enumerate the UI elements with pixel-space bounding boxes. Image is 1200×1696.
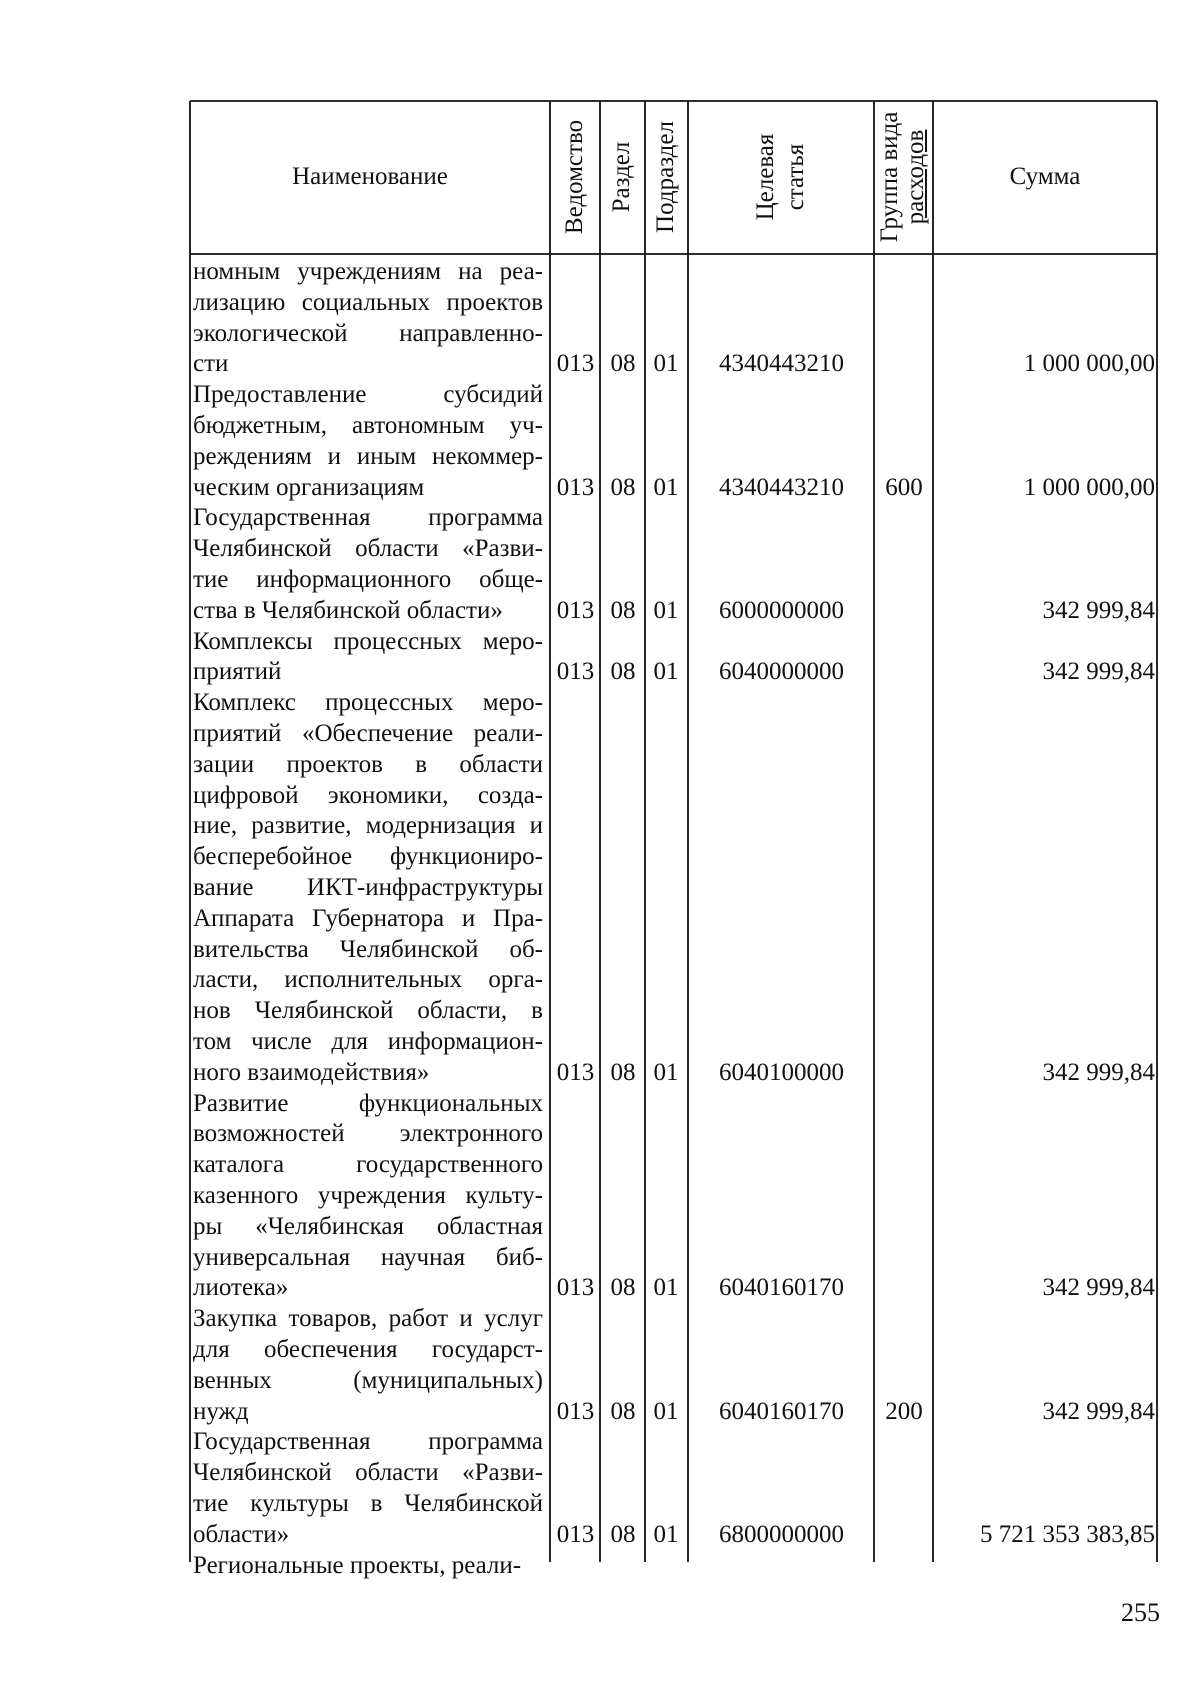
row-name-line: приятий «Обеспечение реали- — [193, 720, 543, 747]
cell-razdel: 08 — [610, 596, 636, 624]
cell-razdel: 08 — [610, 350, 636, 378]
row-name-line: вание ИКТ-инфраструктуры — [193, 874, 543, 901]
cell-vedomstvo: 013 — [556, 1397, 595, 1425]
row-name-line: Предоставление субсидий — [193, 381, 543, 409]
cell-summa: 342 999,84 — [1042, 1397, 1155, 1425]
cell-celevaya-statya: 6040100000 — [719, 1058, 844, 1086]
row-name-line: приятий — [193, 658, 282, 686]
cell-vedomstvo: 013 — [556, 350, 595, 378]
row-name-line: казенного учреждения культу- — [193, 1182, 543, 1209]
cell-summa: 342 999,84 — [1042, 596, 1155, 624]
cell-podrazdel: 01 — [653, 596, 679, 624]
header-gruppa-line1: Группа вида — [876, 111, 903, 243]
cell-razdel: 08 — [610, 1520, 636, 1548]
cell-podrazdel: 01 — [653, 1058, 679, 1086]
cell-podrazdel: 01 — [653, 1520, 679, 1548]
cell-celevaya-statya: 6000000000 — [719, 596, 844, 624]
row-name-line: зации проектов в области — [193, 750, 543, 778]
cell-razdel: 08 — [610, 473, 636, 501]
row-name-line: тие культуры в Челябинской — [193, 1490, 543, 1517]
row-name-line: ного взаимодействия» — [193, 1058, 430, 1086]
cell-podrazdel: 01 — [653, 1397, 679, 1425]
cell-summa: 342 999,84 — [1042, 1058, 1155, 1086]
cell-celevaya-statya: 4340443210 — [719, 473, 844, 501]
cell-razdel: 08 — [610, 658, 636, 686]
cell-podrazdel: 01 — [653, 350, 679, 378]
header-summa: Сумма — [1009, 163, 1081, 190]
row-name-line: вительства Челябинской об- — [193, 935, 543, 963]
cell-gruppa-vida-rashodov: 200 — [885, 1397, 923, 1425]
cell-summa: 1 000 000,00 — [1023, 473, 1155, 501]
row-name-line: Закупка товаров, работ и услуг — [193, 1305, 543, 1333]
row-name-line: Комплексы процессных меро- — [193, 627, 543, 655]
row-name-line: лизацию социальных проектов — [193, 288, 543, 316]
row-name-line: для обеспечения государст- — [193, 1336, 543, 1363]
row-name-line: сти — [193, 350, 229, 378]
row-name-line: Челябинской области «Разви- — [193, 535, 543, 563]
cell-razdel: 08 — [610, 1274, 636, 1302]
cell-celevaya-statya: 6040000000 — [719, 658, 844, 686]
header-vedomstvo: Ведомство — [561, 119, 588, 235]
row-name-line: Челябинской области «Разви- — [193, 1459, 543, 1487]
row-name-line: том числе для информацион- — [193, 1028, 543, 1055]
cell-summa: 342 999,84 — [1042, 1274, 1155, 1302]
header-gruppa-line2: расходов — [902, 129, 929, 225]
row-name-line: Аппарата Губернатора и Пра- — [193, 904, 543, 932]
row-name-line: ческим организациям — [193, 473, 425, 501]
row-name-line: нужд — [193, 1397, 249, 1425]
header-podrazdel: Подраздел — [652, 121, 679, 233]
row-name-line: номным учреждениям на реа- — [193, 258, 543, 285]
header-celevaya — [751, 134, 811, 221]
cell-vedomstvo: 013 — [556, 1274, 595, 1302]
row-name-line: ласти, исполнительных орга- — [193, 966, 543, 994]
row-name-line: реждениям и иным некоммер- — [193, 442, 543, 470]
cell-razdel: 08 — [610, 1058, 636, 1086]
cell-celevaya-statya: 6040160170 — [719, 1397, 844, 1425]
cell-summa: 1 000 000,00 — [1023, 350, 1155, 378]
header-celevaya-line2: статья — [782, 143, 809, 211]
page-number: 255 — [1121, 1598, 1160, 1627]
row-name-line: области» — [193, 1520, 290, 1548]
cell-celevaya-statya: 6040160170 — [719, 1274, 844, 1302]
header-name: Наименование — [292, 163, 448, 190]
cell-podrazdel: 01 — [653, 1274, 679, 1302]
row-name-line: Развитие функциональных — [193, 1089, 543, 1117]
row-name-line: венных (муниципальных) — [193, 1366, 543, 1394]
row-name-line: возможностей электронного — [193, 1120, 543, 1148]
cell-summa: 342 999,84 — [1042, 658, 1155, 686]
cell-gruppa-vida-rashodov: 600 — [885, 473, 923, 501]
row-name-line: Государственная программа — [193, 1428, 543, 1456]
cell-vedomstvo: 013 — [556, 1520, 595, 1548]
row-name-line: цифровой экономики, созда- — [193, 781, 543, 809]
row-name-line: нов Челябинской области, в — [193, 997, 543, 1025]
row-name-line: тие информационного обще- — [193, 566, 543, 593]
row-name-line: бесперебойное функциониро- — [193, 843, 543, 871]
row-name-line: ства в Челябинской области» — [193, 596, 503, 624]
cell-podrazdel: 01 — [653, 473, 679, 501]
row-name-line: Региональные проекты, реали- — [193, 1551, 522, 1579]
row-name-line: Комплекс процессных меро- — [193, 689, 543, 717]
cell-vedomstvo: 013 — [556, 1058, 595, 1086]
row-name-line: Государственная программа — [193, 504, 543, 532]
row-name-line: универсальная научная биб- — [193, 1243, 543, 1271]
cell-podrazdel: 01 — [653, 658, 679, 686]
row-name-line: лиотека» — [193, 1274, 289, 1302]
cell-celevaya-statya: 4340443210 — [719, 350, 844, 378]
row-name-line: бюджетным, автономным уч- — [193, 412, 543, 439]
cell-vedomstvo: 013 — [556, 473, 595, 501]
cell-razdel: 08 — [610, 1397, 636, 1425]
header-celevaya-line1: Целевая — [752, 133, 779, 221]
header-razdel: Раздел — [608, 141, 635, 213]
row-name-line: экологической направленно- — [193, 319, 543, 347]
cell-vedomstvo: 013 — [556, 658, 595, 686]
row-name-line: каталога государственного — [193, 1151, 543, 1179]
cell-vedomstvo: 013 — [556, 596, 595, 624]
row-name-line: ры «Челябинская областная — [193, 1212, 543, 1240]
cell-celevaya-statya: 6800000000 — [719, 1520, 844, 1548]
row-name-line: ние, развитие, модернизация и — [193, 812, 543, 840]
header-gruppa — [877, 112, 929, 243]
cell-summa: 5 721 353 383,85 — [980, 1520, 1155, 1548]
